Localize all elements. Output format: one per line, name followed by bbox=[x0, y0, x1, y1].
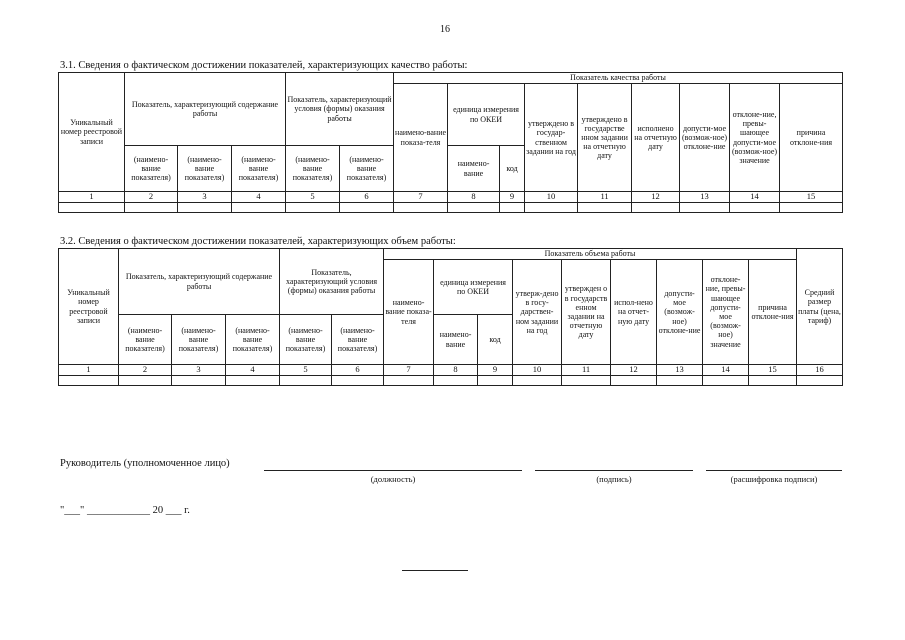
header-allowed: допусти-мое (возмож-ное) отклоне-ние bbox=[680, 84, 730, 192]
header-name: наимено-вание показа-теля bbox=[394, 84, 448, 192]
column-number: 12 bbox=[632, 192, 680, 203]
header-unit-name: наимено-вание bbox=[434, 315, 478, 365]
table-cell bbox=[332, 375, 384, 385]
column-numbers bbox=[59, 365, 843, 376]
table-cell bbox=[611, 375, 657, 385]
column-number: 4 bbox=[226, 365, 280, 376]
table-cell bbox=[730, 202, 780, 212]
table-row bbox=[59, 375, 843, 385]
table-cell bbox=[232, 202, 286, 212]
table-cell bbox=[657, 375, 703, 385]
column-number: 8 bbox=[434, 365, 478, 376]
column-number: 2 bbox=[119, 365, 172, 376]
sub-header: (наимено-вание показателя) bbox=[340, 146, 394, 192]
column-number: 8 bbox=[448, 192, 500, 203]
decode-caption: (расшифровка подписи) bbox=[730, 474, 818, 484]
header-code: код bbox=[478, 315, 513, 365]
table-cell bbox=[680, 202, 730, 212]
column-number: 9 bbox=[500, 192, 525, 203]
column-number: 13 bbox=[680, 192, 730, 203]
column-number: 11 bbox=[562, 365, 611, 376]
table-cell bbox=[434, 375, 478, 385]
column-number: 12 bbox=[611, 365, 657, 376]
table-cell bbox=[632, 202, 680, 212]
sub-header: (наимено-вание показателя) bbox=[172, 315, 226, 365]
table-cell bbox=[749, 375, 797, 385]
column-number: 9 bbox=[478, 365, 513, 376]
header-exceeding: отклоне-ние, превы-шающее допусти-мое (возмож-ное) значение bbox=[703, 260, 749, 365]
header-unit-name: наимено-вание bbox=[448, 146, 500, 192]
header-approved-date: утверждено в государстве нном задании на отчетную дату bbox=[578, 84, 632, 192]
table-cell bbox=[562, 375, 611, 385]
position-line[interactable] bbox=[264, 470, 522, 471]
table-cell bbox=[500, 202, 525, 212]
column-number: 3 bbox=[172, 365, 226, 376]
table-cell bbox=[125, 202, 178, 212]
column-number: 6 bbox=[340, 192, 394, 203]
decode-line[interactable] bbox=[706, 470, 842, 471]
column-number: 14 bbox=[703, 365, 749, 376]
header-executed: исполнено на отчетную дату bbox=[632, 84, 680, 192]
header-content: Показатель, характеризующий содержание работы bbox=[125, 73, 286, 146]
table-cell bbox=[226, 375, 280, 385]
header-unique: Уникальный номер реестровой записи bbox=[59, 73, 125, 192]
column-number: 2 bbox=[125, 192, 178, 203]
section-title-quality: 3.1. Сведения о фактическом достижении показателей, характеризующих качество работы: bbox=[60, 60, 468, 71]
header-approved-date: утвержден о в государств енном задании на отчетную дату bbox=[562, 260, 611, 365]
table-cell bbox=[578, 202, 632, 212]
table-cell bbox=[178, 202, 232, 212]
column-number: 11 bbox=[578, 192, 632, 203]
header-conditions: Показатель, характеризующий условия (формы) оказания работы bbox=[280, 249, 384, 315]
signature-label: Руководитель (уполномоченное лицо) bbox=[60, 458, 230, 469]
header-conditions: Показатель, характеризующий условия (формы) оказания работы bbox=[286, 73, 394, 146]
table-cell bbox=[340, 202, 394, 212]
table-cell bbox=[513, 375, 562, 385]
table-cell bbox=[703, 375, 749, 385]
table-cell bbox=[448, 202, 500, 212]
column-number: 14 bbox=[730, 192, 780, 203]
header-unit: единица измерения по ОКЕИ bbox=[434, 260, 513, 315]
table-cell bbox=[172, 375, 226, 385]
sub-header: (наимено-вание показателя) bbox=[125, 146, 178, 192]
table-cell bbox=[394, 202, 448, 212]
quality-table bbox=[58, 72, 843, 213]
sub-header: (наимено-вание показателя) bbox=[280, 315, 332, 365]
header-indicator: Показатель качества работы bbox=[394, 73, 843, 84]
header-unit: единица измерения по ОКЕИ bbox=[448, 84, 525, 146]
column-number: 15 bbox=[749, 365, 797, 376]
table-row bbox=[59, 202, 843, 212]
column-number: 7 bbox=[394, 192, 448, 203]
table-cell bbox=[797, 375, 843, 385]
column-number: 13 bbox=[657, 365, 703, 376]
header-approved-year: утверж-дено в госу-дарствен-ном задании на год bbox=[513, 260, 562, 365]
column-number: 3 bbox=[178, 192, 232, 203]
volume-table bbox=[58, 248, 843, 386]
column-number: 5 bbox=[286, 192, 340, 203]
sub-header: (наимено-вание показателя) bbox=[178, 146, 232, 192]
table-cell bbox=[286, 202, 340, 212]
table-cell bbox=[59, 375, 119, 385]
column-number: 15 bbox=[780, 192, 843, 203]
footer-line bbox=[402, 570, 468, 571]
section-title-volume: 3.2. Сведения о фактическом достижении показателей, характеризующих объем работы: bbox=[60, 236, 456, 247]
table-cell bbox=[384, 375, 434, 385]
page-number: 16 bbox=[440, 24, 450, 35]
table-cell bbox=[119, 375, 172, 385]
sub-header: (наимено-вание показателя) bbox=[332, 315, 384, 365]
sub-header: (наимено-вание показателя) bbox=[226, 315, 280, 365]
column-number: 7 bbox=[384, 365, 434, 376]
position-caption: (должность) bbox=[370, 474, 416, 484]
column-number: 4 bbox=[232, 192, 286, 203]
header-code: код bbox=[500, 146, 525, 192]
header-approved-year: утверждено в государ-ственном задании на год bbox=[525, 84, 578, 192]
header-executed: испол-нено на отчет-ную дату bbox=[611, 260, 657, 365]
column-number: 16 bbox=[797, 365, 843, 376]
date-line: "___" ____________ 20 ___ г. bbox=[60, 505, 190, 516]
header-name: наимено-вание показа-теля bbox=[384, 260, 434, 365]
signature-caption: (подпись) bbox=[596, 474, 632, 484]
table-cell bbox=[780, 202, 843, 212]
sub-header: (наимено-вание показателя) bbox=[119, 315, 172, 365]
header-indicator: Показатель объема работы bbox=[384, 249, 797, 260]
header-allowed: допусти-мое (возмож-ное) отклоне-ние bbox=[657, 260, 703, 365]
column-number: 6 bbox=[332, 365, 384, 376]
header-reason: причина отклоне-ния bbox=[749, 260, 797, 365]
signature-line[interactable] bbox=[535, 470, 693, 471]
table-cell bbox=[478, 375, 513, 385]
header-reason: причина отклоне-ния bbox=[780, 84, 843, 192]
table-cell bbox=[525, 202, 578, 212]
column-numbers bbox=[59, 192, 843, 203]
header-exceeding: отклоне-ние, превы-шающее допусти-мое (возмож-ное) значение bbox=[730, 84, 780, 192]
column-number: 10 bbox=[513, 365, 562, 376]
header-unique: Уникальный номер реестровой записи bbox=[59, 249, 119, 365]
header-fee: Средний размер платы (цена, тариф) bbox=[797, 249, 843, 365]
column-number: 5 bbox=[280, 365, 332, 376]
sub-header: (наимено-вание показателя) bbox=[286, 146, 340, 192]
column-number: 10 bbox=[525, 192, 578, 203]
header-content: Показатель, характеризующий содержание работы bbox=[119, 249, 280, 315]
column-number: 1 bbox=[59, 365, 119, 376]
column-number: 1 bbox=[59, 192, 125, 203]
table-cell bbox=[59, 202, 125, 212]
sub-header: (наимено-вание показателя) bbox=[232, 146, 286, 192]
table-cell bbox=[280, 375, 332, 385]
